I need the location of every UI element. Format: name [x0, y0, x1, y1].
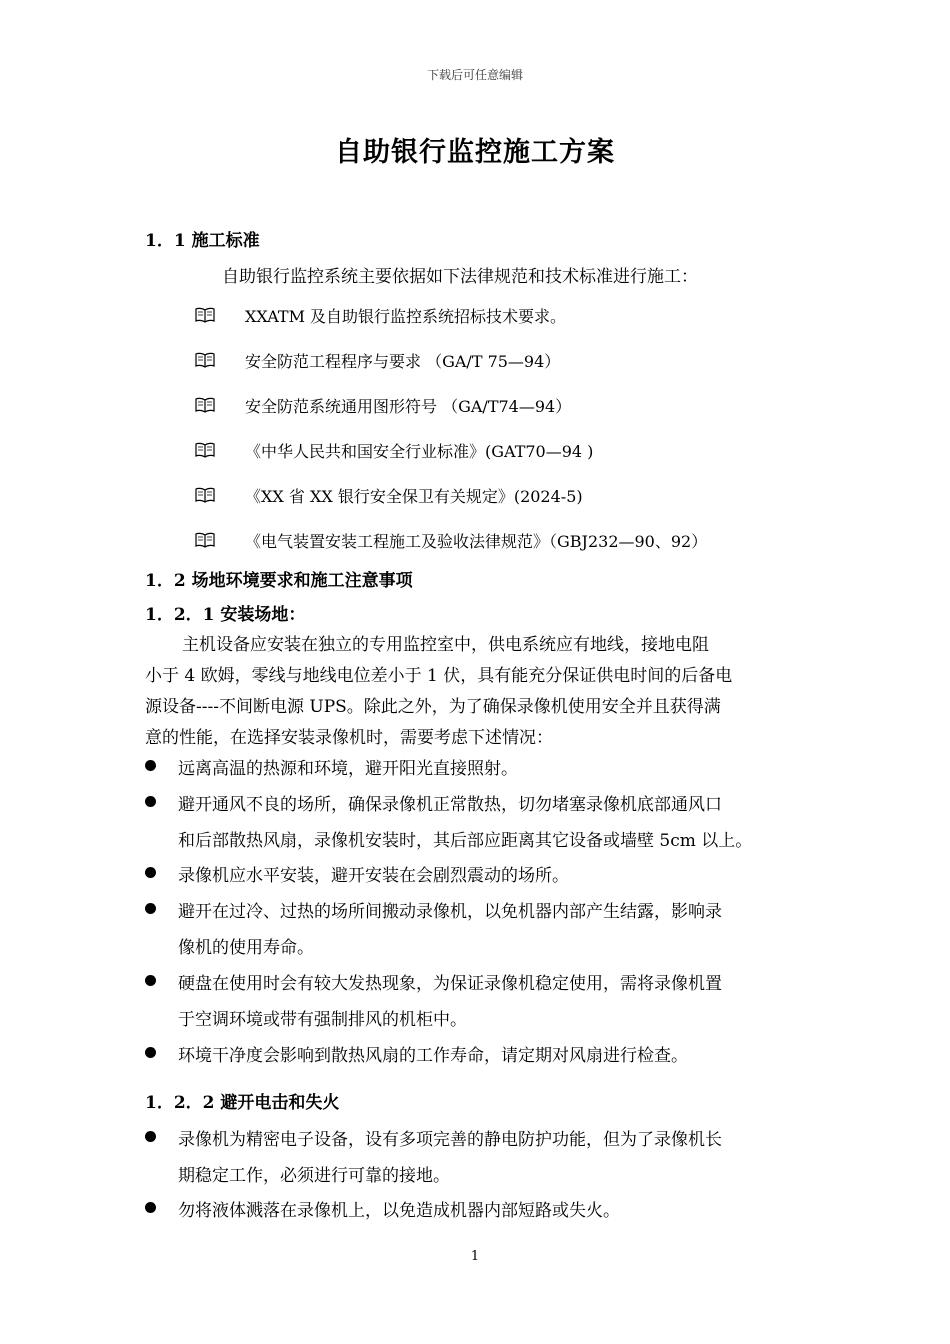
paragraph-line: 意的性能，在选择安装录像机时，需要考虑下述情况：: [145, 728, 553, 748]
bullet-text-continued: 于空调环境或带有强制排风的机柜中。: [178, 1010, 467, 1030]
section-intro: 自助银行监控系统主要依据如下法律规范和技术标准进行施工：: [222, 267, 698, 287]
bullet-text: 环境干净度会影响到散热风扇的工作寿命，请定期对风扇进行检查。: [178, 1046, 688, 1066]
bullet-text-continued: 期稳定工作，必须进行可靠的接地。: [178, 1166, 450, 1186]
book-icon: [195, 532, 215, 548]
bullet-text: 硬盘在使用时会有较大发热现象，为保证录像机稳定使用，需将录像机置: [178, 974, 722, 994]
section-heading-1-2-2: 1．2．2 避开电击和失火: [145, 1093, 340, 1113]
section-heading-1-1: 1．1 施工标准: [145, 231, 260, 251]
document-title: 自助银行监控施工方案: [335, 137, 615, 168]
reference-item: 安全防范工程程序与要求 （GA/T 75—94）: [245, 352, 561, 371]
bullet-text: 勿将液体溅落在录像机上，以免造成机器内部短路或失火。: [178, 1201, 620, 1221]
bullet-icon: [145, 796, 156, 807]
book-icon: [195, 352, 215, 368]
bullet-text-continued: 和后部散热风扇，录像机安装时，其后部应距离其它设备或墙壁 5cm 以上。: [178, 831, 753, 851]
page-number: 1: [470, 1249, 480, 1264]
book-icon: [195, 307, 215, 323]
bullet-text: 录像机应水平安装，避开安装在会剧烈震动的场所。: [178, 866, 569, 886]
reference-item: 《电气装置安装工程施工及验收法律规范》（GBJ232—90、92）: [245, 532, 708, 551]
bullet-icon: [145, 1047, 156, 1058]
bullet-icon: [145, 975, 156, 986]
paragraph-line: 小于 4 欧姆，零线与地线电位差小于 1 伏，具有能充分保证供电时间的后备电: [145, 666, 733, 686]
bullet-text: 录像机为精密电子设备，设有多项完善的静电防护功能，但为了录像机长: [178, 1130, 722, 1150]
paragraph-line: 主机设备应安装在独立的专用监控室中，供电系统应有地线，接地电阻: [182, 635, 709, 655]
bullet-text: 避开通风不良的场所，确保录像机正常散热，切勿堵塞录像机底部通风口: [178, 795, 722, 815]
book-icon: [195, 442, 215, 458]
book-icon: [195, 487, 215, 503]
paragraph-line: 源设备----不间断电源 UPS。除此之外，为了确保录像机使用安全并且获得满: [145, 697, 721, 717]
reference-item: 《XX 省 XX 银行安全保卫有关规定》(2024-5): [245, 487, 583, 506]
bullet-icon: [145, 760, 156, 771]
reference-item: XXATM 及自助银行监控系统招标技术要求。: [245, 307, 567, 326]
reference-item: 安全防范系统通用图形符号 （GA/T74—94）: [245, 397, 572, 416]
bullet-text: 远离高温的热源和环境，避开阳光直接照射。: [178, 759, 518, 779]
reference-item: 《中华人民共和国安全行业标准》(GAT70—94 ): [245, 442, 594, 461]
section-heading-1-2-1: 1．2．1 安装场地：: [145, 605, 306, 625]
bullet-icon: [145, 1131, 156, 1142]
header-note: 下载后可任意编辑: [426, 68, 523, 82]
book-icon: [195, 397, 215, 413]
bullet-icon: [145, 903, 156, 914]
bullet-text-continued: 像机的使用寿命。: [178, 938, 314, 958]
bullet-icon: [145, 867, 156, 878]
section-heading-1-2: 1．2 场地环境要求和施工注意事项: [145, 571, 413, 591]
bullet-icon: [145, 1202, 156, 1213]
bullet-text: 避开在过冷、过热的场所间搬动录像机，以免机器内部产生结露，影响录: [178, 902, 722, 922]
